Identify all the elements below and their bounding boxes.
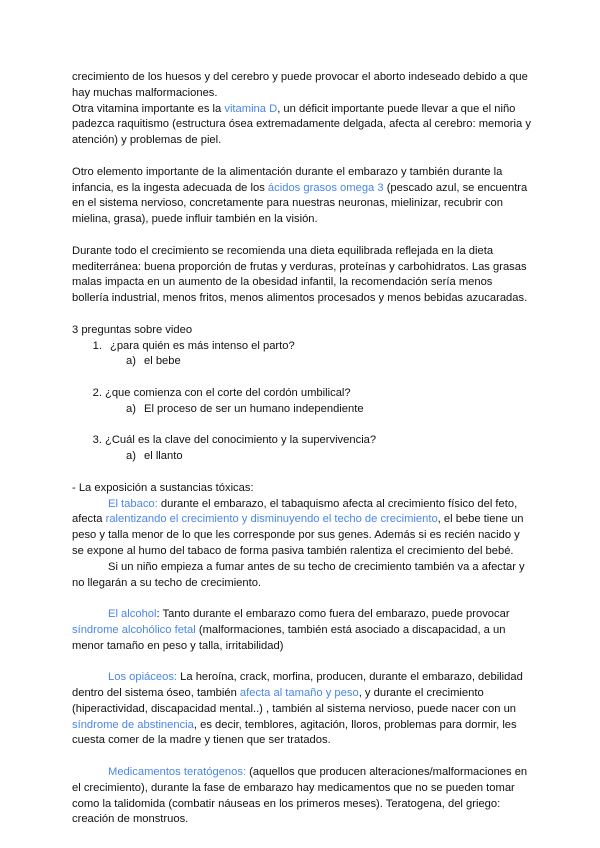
answer-1 xyxy=(72,354,532,370)
answer-letter: a) xyxy=(126,402,136,415)
abstinence-link: síndrome de abstinencia xyxy=(72,718,194,731)
paragraph-alcohol: El alcohol: Tanto durante el embarazo como fuera del embarazo, puede provocar síndrome alcohólico fetal (malformaciones, también está asociado a discapacidad, a un menor tamaño en peso y talla, irritabilidad) xyxy=(72,608,510,652)
paragraph-tabaco: El tabaco: durante el embarazo, el tabaquismo afecta al crecimiento físico del feto, afecta ralentizando el crecimiento y disminuyendo el techo de crecimiento, el bebe tiene un peso y talla menor de lo que les corresponde por sus genes. Además si es recién nacido y se expone al humo del tabaco de forma pasiva también ralentiza el crecimiento del bebé. xyxy=(72,497,524,557)
answer-text: El proceso de ser un humano independiente xyxy=(144,402,364,415)
medicamentos-label: Medicamentos teratógenos: xyxy=(108,766,247,779)
alcohol-label: El alcohol xyxy=(108,608,157,621)
fetal-alcohol-link: síndrome alcohólico fetal xyxy=(72,623,196,636)
questions-heading: 3 preguntas sobre video xyxy=(72,323,193,336)
answer-text: el bebe xyxy=(144,355,181,368)
tabaco-growth-link: ralentizando el crecimiento y disminuyendo el techo de crecimiento xyxy=(105,513,438,526)
answer-letter: a) xyxy=(126,450,136,463)
vitamin-d-link: vitamina D xyxy=(224,102,278,115)
paragraph-tabaco-child: Si un niño empieza a fumar antes de su techo de crecimiento también va a afectar y no llegarán a su techo de crecimiento. xyxy=(72,560,525,589)
tabaco-label: El tabaco: xyxy=(108,497,158,510)
opiaceos-label: Los opiáceos: xyxy=(108,671,178,684)
paragraph-diet: Durante todo el crecimiento se recomienda una dieta equilibrada reflejada en la dieta mediterránea: buena proporción de frutas y verduras, proteínas y carbohidratos. Las grasas malas impacta en un aumento de la obesidad infantil, la recomendación sería menos bollería industrial, menos fritos, menos alimentos procesados y menos bebidas azucaradas. xyxy=(72,244,528,305)
question-text: ¿para quién es más intenso el parto? xyxy=(110,339,295,352)
paragraph-vitamin-d: Otra vitamina importante es la vitamina D, un déficit importante puede llevar a que el niño padezca raquitismo (estructura ósea extremadamente delgada, afecta al cerebro: memoria y atención) y problemas de piel. xyxy=(72,102,531,147)
answer-2 xyxy=(72,402,532,418)
question-number: 2. xyxy=(92,386,102,399)
document-page xyxy=(72,70,532,828)
answer-text: el llanto xyxy=(144,450,183,463)
toxics-heading: - La exposición a sustancias tóxicas: xyxy=(72,481,254,494)
question-text: ¿que comienza con el corte del cordón umbilical? xyxy=(105,386,351,399)
question-number: 3. xyxy=(92,434,102,447)
question-text: ¿Cuál es la clave del conocimiento y la supervivencia? xyxy=(105,434,377,447)
question-number: 1. xyxy=(92,339,102,352)
size-weight-link: afecta al tamaño y peso xyxy=(239,687,359,700)
answer-3 xyxy=(72,449,532,465)
paragraph-growth-end: crecimiento de los huesos y del cerebro y puede provocar el aborto indeseado debido a que hay muchas malformaciones. xyxy=(72,71,528,99)
omega-3-link: ácidos grasos omega 3 xyxy=(267,181,384,194)
paragraph-opiaceos: Los opiáceos: La heroína, crack, morfina, producen, durante el embarazo, debilidad dentro del sistema óseo, también afecta al tamaño y peso, y durante el crecimiento (hiperactividad, discapacidad mental..) , también al sistema nervioso, puede nacer con un síndrome de abstinencia, es decir, temblores, agitación, lloros, problemas para dormir, les cuesta comer de la madre y tienen que ser tratados. xyxy=(72,671,523,747)
question-3 xyxy=(72,433,532,449)
paragraph-medicamentos: Medicamentos teratógenos: (aquellos que producen alteraciones/malformaciones en el crecimiento), durante la fase de embarazo hay medicamentos que no se pueden tomar como la talidomida (combatir náuseas en los primeros meses). Teratogena, del griego: creación de monstruos. xyxy=(72,766,528,826)
paragraph-omega-3: Otro elemento importante de la alimentación durante el embarazo y también durante la infancia, es la ingesta adecuada de los ácidos grasos omega 3 (pescado azul, se encuentra en el sistema nervioso, concretamente para nuestras neuronas, mielinizar, recubrir con mielina, grasa), puede influir también en la visión. xyxy=(72,165,528,226)
question-2 xyxy=(72,386,532,402)
answer-letter: a) xyxy=(126,355,136,368)
question-1 xyxy=(72,339,532,355)
